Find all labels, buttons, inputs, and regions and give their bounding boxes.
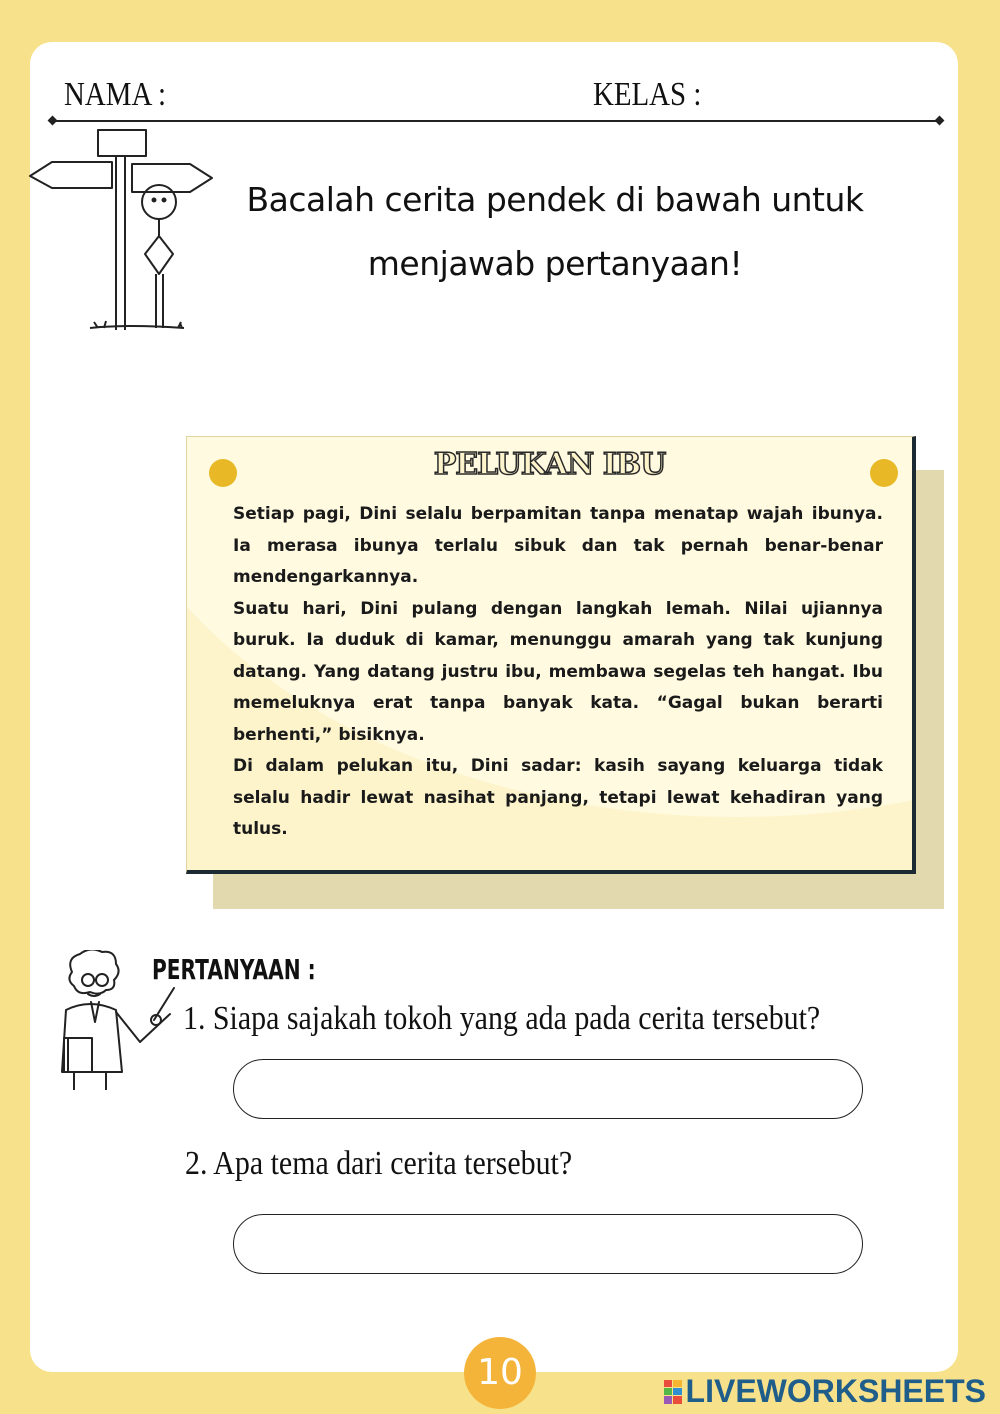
story-paragraph: Di dalam pelukan itu, Dini sadar: kasih sayang keluarga tidak selalu hadir lewat nasihat panjang, tetapi lewat kehadiran yang tulus. xyxy=(233,756,883,839)
question-number: 2. xyxy=(185,1145,208,1182)
story-card xyxy=(186,436,916,874)
liveworksheets-brand[interactable] xyxy=(664,1373,986,1410)
answer-field-2[interactable] xyxy=(233,1214,863,1274)
question-number: 1. xyxy=(183,1000,206,1037)
story-paragraph: Suatu hari, Dini pulang dengan langkah lemah. Nilai ujiannya buruk. Ia duduk di kamar, menunggu amarah yang tak kunjung datang. Yang datang justru ibu, membawa segelas teh hangat. Ibu memeluknya erat tanpa banyak kata. “Gagal bukan berarti berhenti,” bisiknya. xyxy=(233,598,883,745)
story-paragraph: Setiap pagi, Dini selalu berpamitan tanpa menatap wajah ibunya. Ia merasa ibunya terlalu sibuk dan tak pernah benar-benar mendengarkannya. xyxy=(233,504,883,587)
story-body xyxy=(233,499,883,846)
header-divider xyxy=(52,120,940,122)
name-label: NAMA : xyxy=(64,76,166,113)
class-label: KELAS : xyxy=(593,76,702,113)
brand-name: LIVEWORKSHEETS xyxy=(685,1373,986,1409)
answer-field-1[interactable] xyxy=(233,1059,863,1119)
instruction-text: Bacalah cerita pendek di bawah untuk menjawab pertanyaan! xyxy=(246,180,864,283)
liveworksheets-logo-icon xyxy=(664,1380,682,1404)
questions-heading: PERTANYAAN : xyxy=(152,953,316,986)
question-text: Apa tema dari cerita tersebut? xyxy=(213,1145,573,1182)
page-number-badge: 10 xyxy=(464,1337,536,1409)
story-title: PELUKAN IBU xyxy=(433,447,666,482)
question-1 xyxy=(183,1000,820,1038)
question-text: Siapa sajakah tokoh yang ada pada cerita tersebut? xyxy=(212,1000,821,1037)
question-2 xyxy=(185,1145,572,1183)
signpost-illustration xyxy=(28,124,218,336)
